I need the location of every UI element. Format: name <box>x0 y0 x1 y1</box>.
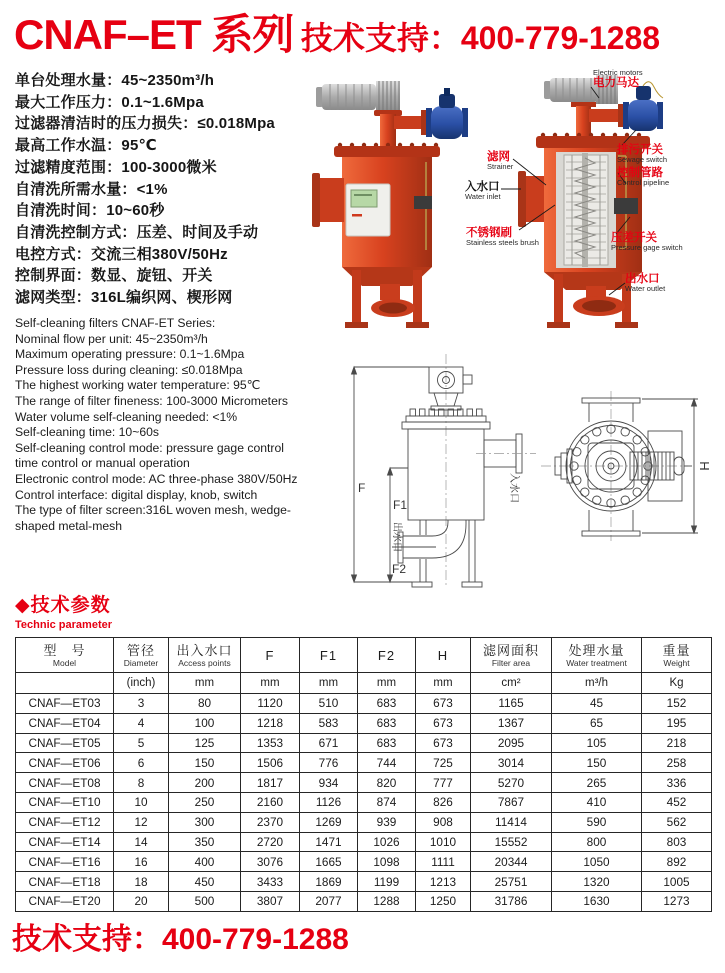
callout-en-label: Sewage switch <box>617 155 668 165</box>
value-cell: 892 <box>642 852 712 872</box>
value-cell: 45 <box>552 694 642 714</box>
model-cell: CNAF—ET10 <box>16 792 114 812</box>
value-cell: 31786 <box>471 891 552 911</box>
value-cell: 5 <box>114 733 169 753</box>
callout-cn-label: 压差开关 <box>611 232 657 244</box>
value-cell: 500 <box>169 891 241 911</box>
spec-line-cn: 电控方式：交流三相380V/50Hz <box>15 245 228 263</box>
value-cell: 20 <box>114 891 169 911</box>
unit-cell: mm <box>416 673 471 694</box>
spec-line-en: The type of filter screen:316L woven mesh, wedge- <box>15 503 291 518</box>
value-cell: 195 <box>642 713 712 733</box>
model-cell: CNAF—ET06 <box>16 753 114 773</box>
col-header-en: Weight <box>663 657 690 668</box>
value-cell: 105 <box>552 733 642 753</box>
section-title-en: Technic parameter <box>15 619 113 631</box>
value-cell: 1050 <box>552 852 642 872</box>
callout-sewage-switch <box>617 144 667 165</box>
dim-label-h: H <box>697 461 712 471</box>
col-header-f2 <box>358 638 416 673</box>
value-cell: 150 <box>169 753 241 773</box>
value-cell: 450 <box>169 872 241 892</box>
specs-english <box>15 316 345 534</box>
spec-line-en: shaped metal-mesh <box>15 518 123 533</box>
value-cell: 336 <box>642 773 712 793</box>
spec-line-cn: 自清洗控制方式：压差、时间及手动 <box>15 223 259 241</box>
callout-en-label: Pressure gage switch <box>611 243 683 253</box>
drawing-inlet-label: 入水口 <box>508 473 519 503</box>
model-cell: CNAF—ET03 <box>16 694 114 714</box>
unit-cell: mm <box>169 673 241 694</box>
value-cell: 3014 <box>471 753 552 773</box>
value-cell: 1005 <box>642 872 712 892</box>
value-cell: 1869 <box>300 872 358 892</box>
value-cell: 400 <box>169 852 241 872</box>
model-cell: CNAF—ET16 <box>16 852 114 872</box>
value-cell: 908 <box>416 812 471 832</box>
col-header-access-points <box>169 638 241 673</box>
unit-cell: Kg <box>642 673 712 694</box>
callout-water-outlet <box>625 273 665 294</box>
product-images <box>300 58 725 338</box>
table-body <box>16 694 712 912</box>
value-cell: 25751 <box>471 872 552 892</box>
value-cell: 590 <box>552 812 642 832</box>
spec-line-cn: 滤网类型：316L编织网、楔形网 <box>15 289 233 307</box>
callout-control-pipeline <box>617 167 669 188</box>
col-header-cn: 型 号 <box>43 642 86 658</box>
model-cell: CNAF—ET05 <box>16 733 114 753</box>
col-header-cn: F <box>265 647 275 663</box>
model-cell: CNAF—ET20 <box>16 891 114 911</box>
value-cell: 2720 <box>241 832 300 852</box>
value-cell: 7867 <box>471 792 552 812</box>
value-cell: 16 <box>114 852 169 872</box>
value-cell: 6 <box>114 753 169 773</box>
unit-cell: (inch) <box>114 673 169 694</box>
value-cell: 65 <box>552 713 642 733</box>
value-cell: 583 <box>300 713 358 733</box>
value-cell: 80 <box>169 694 241 714</box>
spec-line-en: Control interface: digital display, knob, switch <box>15 487 258 502</box>
table-row <box>16 773 712 793</box>
spec-line-cn: 过滤器清洁时的压力损失：≤0.018Mpa <box>15 115 275 133</box>
value-cell: 800 <box>552 832 642 852</box>
filters-illustration <box>300 58 725 338</box>
model-cell: CNAF—ET04 <box>16 713 114 733</box>
value-cell: 1126 <box>300 792 358 812</box>
value-cell: 3807 <box>241 891 300 911</box>
drawing-outlet-label: 出水口 <box>391 522 402 552</box>
spec-line-en: time control or manual operation <box>15 456 190 471</box>
value-cell: 683 <box>358 694 416 714</box>
callout-cn-label: 电力马达 <box>593 77 639 90</box>
table-row <box>16 792 712 812</box>
value-cell: 300 <box>169 812 241 832</box>
spec-table <box>15 637 712 912</box>
col-header-cn: 处理水量 <box>568 642 625 658</box>
value-cell: 2095 <box>471 733 552 753</box>
callout-cn-label: 滤网 <box>487 151 510 163</box>
col-header-cn: F1 <box>319 647 338 663</box>
value-cell: 20344 <box>471 852 552 872</box>
model-cell: CNAF—ET12 <box>16 812 114 832</box>
value-cell: 1471 <box>300 832 358 852</box>
col-header-en: Diameter <box>123 657 159 668</box>
table-row <box>16 812 712 832</box>
unit-cell: mm <box>241 673 300 694</box>
col-header-cn: F2 <box>377 647 396 663</box>
specs-chinese <box>15 70 315 309</box>
spec-line-en: Self-cleaning control mode: pressure gage control <box>15 440 284 455</box>
value-cell: 1111 <box>416 852 471 872</box>
callout-electric-motors <box>593 69 643 90</box>
table-header-row <box>16 638 712 673</box>
spec-line-cn: 单台处理水量：45~2350m³/h <box>15 72 215 89</box>
value-cell: 1367 <box>471 713 552 733</box>
value-cell: 1320 <box>552 872 642 892</box>
value-cell: 218 <box>642 733 712 753</box>
model-cell: CNAF—ET14 <box>16 832 114 852</box>
value-cell: 258 <box>642 753 712 773</box>
col-header-diameter <box>114 638 169 673</box>
callout-en-label: Stainless steels brush <box>466 238 539 248</box>
value-cell: 826 <box>416 792 471 812</box>
value-cell: 1026 <box>358 832 416 852</box>
value-cell: 152 <box>642 694 712 714</box>
callout-en-label: Water inlet <box>465 192 501 202</box>
callout-cn-label: 出水口 <box>625 273 660 285</box>
value-cell: 820 <box>358 773 416 793</box>
value-cell: 3433 <box>241 872 300 892</box>
spec-line-en: Self-cleaning filters CNAF-ET Series: <box>15 316 216 330</box>
callout-cn-label: 控制管路 <box>617 167 663 179</box>
value-cell: 1630 <box>552 891 642 911</box>
value-cell: 3 <box>114 694 169 714</box>
value-cell: 803 <box>642 832 712 852</box>
col-header-weight <box>642 638 712 673</box>
col-header-f1 <box>300 638 358 673</box>
value-cell: 11414 <box>471 812 552 832</box>
col-header-h <box>416 638 471 673</box>
col-header-en: Water treatment <box>566 657 627 668</box>
unit-cell <box>16 673 114 694</box>
value-cell: 1288 <box>358 891 416 911</box>
col-header-cn: 重量 <box>662 642 691 658</box>
callout-en-label: Water outlet <box>625 284 666 294</box>
value-cell: 8 <box>114 773 169 793</box>
value-cell: 683 <box>358 713 416 733</box>
value-cell: 874 <box>358 792 416 812</box>
value-cell: 125 <box>169 733 241 753</box>
spec-line-en: Nominal flow per unit: 45~2350m³/h <box>15 331 208 346</box>
spec-line-cn: 最高工作水温：95℃ <box>15 137 157 155</box>
table-row <box>16 852 712 872</box>
value-cell: 1665 <box>300 852 358 872</box>
value-cell: 3076 <box>241 852 300 872</box>
unit-cell: mm <box>358 673 416 694</box>
value-cell: 744 <box>358 753 416 773</box>
col-header-en: Access points <box>178 657 231 668</box>
col-header-cn: H <box>437 647 449 663</box>
unit-cell: mm <box>300 673 358 694</box>
dim-label-f2: F2 <box>392 562 407 576</box>
unit-cell: cm² <box>471 673 552 694</box>
table-units-row <box>16 673 712 694</box>
spec-line-cn: 最大工作压力：0.1~1.6Mpa <box>15 93 204 111</box>
value-cell: 1120 <box>241 694 300 714</box>
model-cell: CNAF—ET08 <box>16 773 114 793</box>
table-row <box>16 891 712 911</box>
value-cell: 2077 <box>300 891 358 911</box>
value-cell: 14 <box>114 832 169 852</box>
value-cell: 1506 <box>241 753 300 773</box>
value-cell: 1199 <box>358 872 416 892</box>
value-cell: 2160 <box>241 792 300 812</box>
table-row <box>16 832 712 852</box>
value-cell: 673 <box>416 694 471 714</box>
value-cell: 1010 <box>416 832 471 852</box>
value-cell: 1269 <box>300 812 358 832</box>
callout-cn-label: 入水口 <box>465 181 500 193</box>
table-row <box>16 753 712 773</box>
callout-water-inlet <box>465 181 501 202</box>
dimension-drawing <box>336 336 725 602</box>
value-cell: 200 <box>169 773 241 793</box>
unit-cell: m³/h <box>552 673 642 694</box>
footer-support-phone: 技术支持：400-779-1288 <box>12 923 349 956</box>
callout-en-label: Strainer <box>487 162 514 172</box>
value-cell: 1098 <box>358 852 416 872</box>
left-filter-illustration <box>312 81 468 328</box>
value-cell: 1817 <box>241 773 300 793</box>
header-support-phone: 技术支持：400-779-1288 <box>300 20 661 56</box>
spec-line-cn: 自清洗时间：10~60秒 <box>15 202 165 220</box>
value-cell: 12 <box>114 812 169 832</box>
spec-line-cn: 自清洗所需水量：<1% <box>15 180 168 198</box>
page-header <box>14 2 660 62</box>
value-cell: 673 <box>416 713 471 733</box>
spec-line-cn: 过滤精度范围：100-3000微米 <box>15 158 217 176</box>
value-cell: 683 <box>358 733 416 753</box>
value-cell: 725 <box>416 753 471 773</box>
callout-pressure-switch <box>611 232 683 253</box>
section-heading <box>15 590 112 631</box>
spec-line-en: Self-cleaning time: 10~60s <box>15 425 159 440</box>
value-cell: 1273 <box>642 891 712 911</box>
value-cell: 1213 <box>416 872 471 892</box>
table-row <box>16 733 712 753</box>
value-cell: 15552 <box>471 832 552 852</box>
callout-stainless-brush <box>466 227 539 248</box>
callout-en-label: Control pipeline <box>617 178 670 188</box>
value-cell: 5270 <box>471 773 552 793</box>
spec-line-en: Pressure loss during cleaning: ≤0.018Mpa <box>15 362 243 377</box>
col-header-en: Model <box>52 657 77 668</box>
value-cell: 1165 <box>471 694 552 714</box>
value-cell: 350 <box>169 832 241 852</box>
col-header-en: Filter area <box>491 657 531 668</box>
value-cell: 452 <box>642 792 712 812</box>
col-header-water-treatment <box>552 638 642 673</box>
value-cell: 1353 <box>241 733 300 753</box>
col-header-filter-area <box>471 638 552 673</box>
value-cell: 1218 <box>241 713 300 733</box>
table-row <box>16 872 712 892</box>
table-row <box>16 713 712 733</box>
col-header-cn: 滤网面积 <box>482 642 539 658</box>
spec-line-en: Maximum operating pressure: 0.1~1.6Mpa <box>15 347 245 362</box>
model-cell: CNAF—ET18 <box>16 872 114 892</box>
value-cell: 776 <box>300 753 358 773</box>
value-cell: 4 <box>114 713 169 733</box>
callout-cn-label: 不锈钢刷 <box>466 227 512 239</box>
spec-line-en: Electronic control mode: AC three-phase 380V/50Hz <box>15 471 298 486</box>
value-cell: 2370 <box>241 812 300 832</box>
value-cell: 671 <box>300 733 358 753</box>
col-header-cn: 出入水口 <box>176 642 233 658</box>
section-title-cn: ◆技术参数 <box>15 595 111 616</box>
dim-label-f: F <box>358 481 366 495</box>
callout-cn-label: 排污开关 <box>617 144 663 156</box>
value-cell: 1250 <box>416 891 471 911</box>
value-cell: 673 <box>416 733 471 753</box>
value-cell: 939 <box>358 812 416 832</box>
value-cell: 934 <box>300 773 358 793</box>
value-cell: 250 <box>169 792 241 812</box>
spec-line-en: Water volume self-cleaning needed: <1% <box>15 409 238 424</box>
col-header-model <box>16 638 114 673</box>
callout-strainer <box>487 151 513 172</box>
value-cell: 100 <box>169 713 241 733</box>
col-header-cn: 管径 <box>126 642 155 658</box>
spec-line-cn: 控制界面：数显、旋钮、开关 <box>15 267 213 285</box>
value-cell: 150 <box>552 753 642 773</box>
spec-line-en: The range of filter fineness: 100-3000 Micrometers <box>15 393 288 408</box>
value-cell: 777 <box>416 773 471 793</box>
value-cell: 410 <box>552 792 642 812</box>
dim-label-f1: F1 <box>393 498 408 512</box>
callout-en-label: Electric motors <box>593 68 643 77</box>
value-cell: 562 <box>642 812 712 832</box>
technical-drawing <box>336 336 725 602</box>
spec-line-en: The highest working water temperature: 95℃ <box>15 378 261 393</box>
value-cell: 10 <box>114 792 169 812</box>
value-cell: 18 <box>114 872 169 892</box>
table-row <box>16 694 712 714</box>
value-cell: 510 <box>300 694 358 714</box>
value-cell: 265 <box>552 773 642 793</box>
col-header-f <box>241 638 300 673</box>
page-title: CNAF–ET 系列 <box>14 11 294 58</box>
